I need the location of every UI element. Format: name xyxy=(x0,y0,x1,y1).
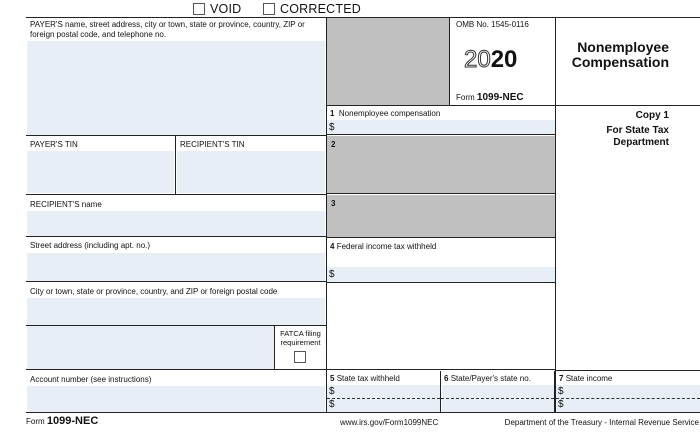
fatca-checkbox[interactable] xyxy=(294,351,306,363)
corrected-checkbox[interactable] xyxy=(263,3,275,15)
box7-label: State income xyxy=(565,374,613,383)
box7-caption xyxy=(559,374,612,384)
box7-number: 7 xyxy=(559,374,564,383)
payer-tin-label: PAYER'S TIN xyxy=(30,140,78,149)
footer-form-name: 1099-NEC xyxy=(46,415,99,427)
omb-form-name: 1099-NEC xyxy=(476,92,524,103)
payer-tin-input[interactable] xyxy=(27,151,174,193)
box1 xyxy=(327,106,555,135)
copy-line3: Department xyxy=(613,137,669,148)
recipient-extra-input[interactable] xyxy=(27,326,275,369)
omb-form-prefix: Form xyxy=(456,93,475,102)
copy-line1: Copy 1 xyxy=(635,110,669,121)
corrected-label: CORRECTED xyxy=(280,2,361,16)
recipient-name-input[interactable] xyxy=(27,211,325,236)
omb-number: OMB No. 1545-0116 xyxy=(456,20,529,29)
box4 xyxy=(327,239,555,283)
form-title xyxy=(556,40,669,70)
box7-dollar-2: $ xyxy=(558,399,564,410)
copy-line2: For State Tax xyxy=(606,125,669,136)
box1-dollar: $ xyxy=(329,122,335,133)
shaded-block-top xyxy=(327,18,449,105)
box3 xyxy=(327,195,555,238)
footer-form-id xyxy=(26,415,98,427)
fatca-label-line1: FATCA filing xyxy=(280,329,321,338)
recipient-name-box xyxy=(26,195,326,237)
box2-number: 2 xyxy=(331,140,336,149)
tax-year xyxy=(464,48,517,72)
void-checkbox[interactable] xyxy=(193,3,205,15)
city-input[interactable] xyxy=(27,298,325,325)
box6-number: 6 xyxy=(444,374,449,383)
box5-caption xyxy=(330,374,400,384)
fatca-row xyxy=(26,326,326,370)
box4-input[interactable] xyxy=(327,267,555,282)
box1-number: 1 xyxy=(330,109,335,118)
fatca-label-line2: requirement xyxy=(280,338,321,347)
form-bottom-rule xyxy=(26,412,700,413)
box5-separator xyxy=(327,398,440,399)
box4-caption xyxy=(330,242,436,252)
payer-name-label: PAYER'S name, street address, city or town, state or province, country, ZIP or foreign postal code, and telephone no. xyxy=(30,20,305,39)
box4-number: 4 xyxy=(330,242,335,251)
footer-department: Department of the Treasury - Internal Revenue Service xyxy=(504,418,699,427)
recipient-name-label: RECIPIENT'S name xyxy=(30,200,102,209)
form-title-line1: Nonemployee xyxy=(577,39,669,55)
box1-input[interactable] xyxy=(327,120,555,134)
form-title-line2: Compensation xyxy=(571,54,669,70)
title-bottom-rule xyxy=(555,105,700,106)
box1-caption xyxy=(330,109,440,119)
street-label: Street address (including apt. no.) xyxy=(30,241,151,250)
box3-number: 3 xyxy=(331,199,336,208)
tax-year-prefix: 20 xyxy=(464,46,491,73)
copy-designation xyxy=(556,110,669,149)
box6-label: State/Payer's state no. xyxy=(450,374,531,383)
box5-dollar-1: $ xyxy=(329,386,335,397)
tin-row xyxy=(26,136,326,195)
omb-form-label xyxy=(456,92,524,103)
blank-area xyxy=(327,284,555,370)
payer-recipient-section xyxy=(26,17,326,412)
payer-tin-box xyxy=(26,136,176,194)
payer-name-box xyxy=(26,17,326,136)
footer-form-prefix: Form xyxy=(26,417,45,426)
void-label: VOID xyxy=(210,2,242,16)
account-label: Account number (see instructions) xyxy=(30,375,152,384)
box1-label: Nonemployee compensation xyxy=(338,109,441,118)
divider-right xyxy=(555,17,556,412)
box5-dollar-2: $ xyxy=(329,399,335,410)
account-input[interactable] xyxy=(27,386,325,412)
box7-separator xyxy=(556,398,700,399)
box6 xyxy=(441,371,555,412)
payer-name-input[interactable] xyxy=(27,41,325,135)
footer-url[interactable]: www.irs.gov/Form1099NEC xyxy=(340,418,439,427)
omb-box xyxy=(449,17,555,105)
box5 xyxy=(327,371,441,412)
box5-label: State tax withheld xyxy=(336,374,400,383)
tax-year-suffix: 20 xyxy=(490,46,518,73)
recipient-tin-input[interactable] xyxy=(177,151,325,193)
account-box xyxy=(26,370,326,412)
box6-caption xyxy=(444,374,531,384)
city-label: City or town, state or province, country, and ZIP or foreign postal code xyxy=(30,287,278,296)
recipient-tin-label: RECIPIENT'S TIN xyxy=(180,140,245,149)
city-box xyxy=(26,282,326,326)
box4-dollar: $ xyxy=(329,269,335,280)
box7 xyxy=(556,371,700,412)
box7-dollar-1: $ xyxy=(558,386,564,397)
street-box xyxy=(26,237,326,282)
box2 xyxy=(327,136,555,194)
box5-number: 5 xyxy=(330,374,335,383)
box4-label: Federal income tax withheld xyxy=(336,242,437,251)
box6-separator xyxy=(441,398,554,399)
street-input[interactable] xyxy=(27,253,325,281)
